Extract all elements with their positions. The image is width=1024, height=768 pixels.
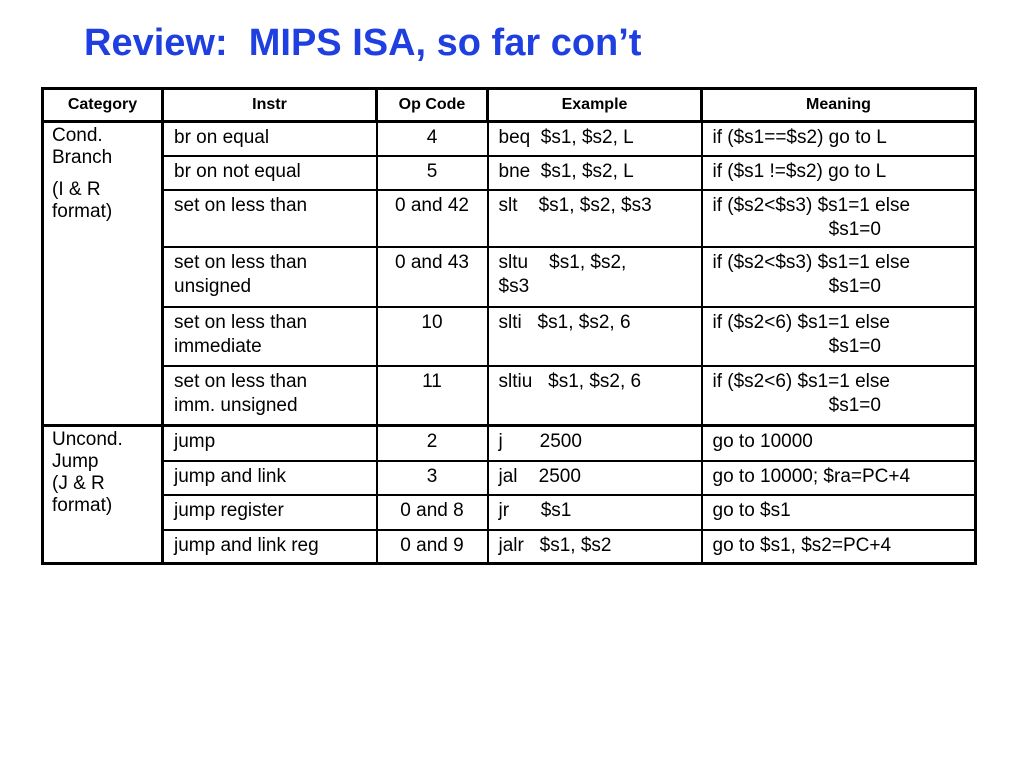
table-row bbox=[43, 530, 976, 564]
table-row bbox=[43, 426, 976, 461]
mips-isa-table bbox=[41, 87, 977, 565]
category-label: Cond. bbox=[52, 125, 103, 146]
category-cell bbox=[43, 426, 163, 564]
category-format-note: format) bbox=[52, 201, 113, 222]
instr-cell: set on less than immediate bbox=[163, 307, 377, 366]
instr-cell: set on less than unsigned bbox=[163, 247, 377, 307]
header-opcode: Op Code bbox=[377, 89, 488, 122]
example-cell: bne $s1, $s2, L bbox=[488, 156, 702, 190]
table-header-row bbox=[43, 89, 976, 122]
table-row bbox=[43, 122, 976, 156]
category-label: Jump bbox=[52, 451, 99, 472]
meaning-cell: if ($s2<$s3) $s1=1 else $s1=0 bbox=[702, 190, 976, 247]
example-cell: sltu $s1, $s2, $s3 bbox=[488, 247, 702, 307]
opcode-cell: 11 bbox=[377, 366, 488, 426]
instr-cell: br on not equal bbox=[163, 156, 377, 190]
meaning-cell: if ($s2<6) $s1=1 else $s1=0 bbox=[702, 307, 976, 366]
category-label: Uncond. bbox=[52, 429, 123, 450]
meaning-cell: go to $s1, $s2=PC+4 bbox=[702, 530, 976, 564]
category-cell bbox=[43, 122, 163, 426]
meaning-cell: if ($s1==$s2) go to L bbox=[702, 122, 976, 156]
meaning-cell: if ($s2<$s3) $s1=1 else $s1=0 bbox=[702, 247, 976, 307]
category-label: Branch bbox=[52, 147, 113, 168]
example-cell: jr $s1 bbox=[488, 495, 702, 530]
instr-cell: jump and link bbox=[163, 461, 377, 495]
category-label: (J & R bbox=[52, 473, 105, 494]
instr-cell: br on equal bbox=[163, 122, 377, 156]
opcode-cell: 2 bbox=[377, 426, 488, 461]
table-row bbox=[43, 156, 976, 190]
table-row bbox=[43, 495, 976, 530]
slide-title: Review: MIPS ISA, so far con’t bbox=[84, 22, 642, 64]
header-example: Example bbox=[488, 89, 702, 122]
instr-cell: set on less than bbox=[163, 190, 377, 247]
opcode-cell: 0 and 8 bbox=[377, 495, 488, 530]
instr-cell: jump and link reg bbox=[163, 530, 377, 564]
header-meaning: Meaning bbox=[702, 89, 976, 122]
meaning-cell: go to 10000 bbox=[702, 426, 976, 461]
category-format-note: (I & R bbox=[52, 179, 101, 200]
table-row bbox=[43, 307, 976, 366]
opcode-cell: 0 and 43 bbox=[377, 247, 488, 307]
category-label: format) bbox=[52, 495, 113, 516]
example-cell: beq $s1, $s2, L bbox=[488, 122, 702, 156]
instr-cell: jump register bbox=[163, 495, 377, 530]
table-row bbox=[43, 190, 976, 247]
opcode-cell: 0 and 42 bbox=[377, 190, 488, 247]
table-row bbox=[43, 247, 976, 307]
example-cell: jalr $s1, $s2 bbox=[488, 530, 702, 564]
table-body bbox=[43, 122, 976, 564]
instr-cell: set on less than imm. unsigned bbox=[163, 366, 377, 426]
meaning-cell: if ($s2<6) $s1=1 else $s1=0 bbox=[702, 366, 976, 426]
meaning-cell: go to 10000; $ra=PC+4 bbox=[702, 461, 976, 495]
example-cell: jal 2500 bbox=[488, 461, 702, 495]
meaning-cell: if ($s1 !=$s2) go to L bbox=[702, 156, 976, 190]
example-cell: j 2500 bbox=[488, 426, 702, 461]
opcode-cell: 4 bbox=[377, 122, 488, 156]
meaning-cell: go to $s1 bbox=[702, 495, 976, 530]
header-category: Category bbox=[43, 89, 163, 122]
table-row bbox=[43, 366, 976, 426]
example-cell: slti $s1, $s2, 6 bbox=[488, 307, 702, 366]
opcode-cell: 0 and 9 bbox=[377, 530, 488, 564]
instr-cell: jump bbox=[163, 426, 377, 461]
table-row bbox=[43, 461, 976, 495]
opcode-cell: 10 bbox=[377, 307, 488, 366]
example-cell: slt $s1, $s2, $s3 bbox=[488, 190, 702, 247]
header-instr: Instr bbox=[163, 89, 377, 122]
example-cell: sltiu $s1, $s2, 6 bbox=[488, 366, 702, 426]
opcode-cell: 5 bbox=[377, 156, 488, 190]
opcode-cell: 3 bbox=[377, 461, 488, 495]
